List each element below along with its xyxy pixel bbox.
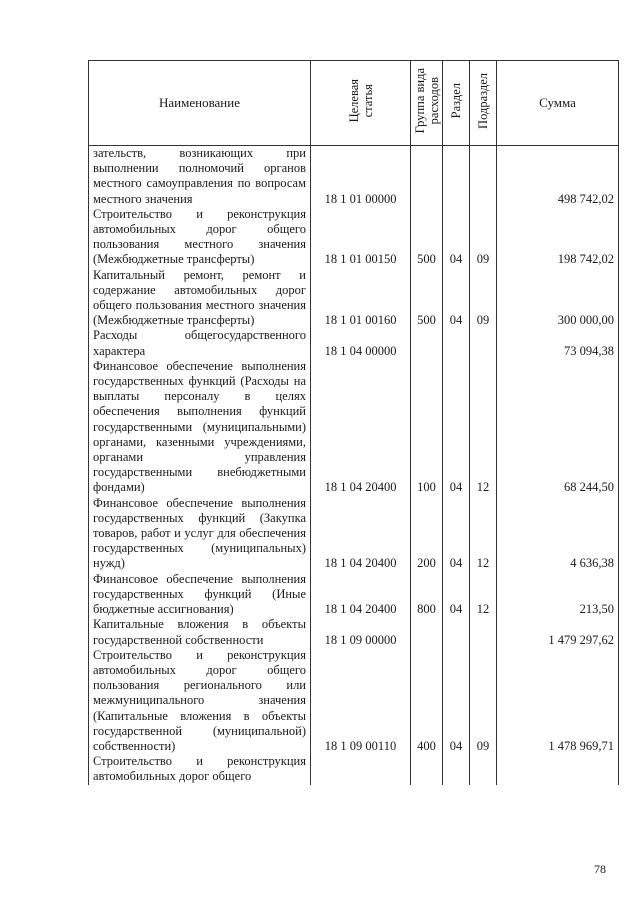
table-row <box>89 648 619 754</box>
row-section <box>443 617 470 647</box>
table-row <box>89 496 619 572</box>
row-section <box>443 328 470 358</box>
table-row <box>89 359 619 496</box>
row-subsection <box>470 754 497 784</box>
row-target: 18 1 01 00160 <box>311 268 411 329</box>
row-target: 18 1 01 00150 <box>311 207 411 268</box>
header-sum: Сумма <box>497 61 619 146</box>
header-subsection: Подраздел <box>476 72 490 129</box>
row-name: Финансовое обеспечение выполнения государственных функций (Иные бюджетные ассигнования) <box>89 572 311 618</box>
table-row <box>89 146 619 207</box>
row-name: Финансовое обеспечение выполнения государственных функций (Расходы на выплаты персоналу в целях обеспечения выполнения функций государственными (муниципальными) органами, казенными учреждениями, органами управления государственными внебюджетными фондами) <box>89 359 311 496</box>
row-subsection <box>470 146 497 207</box>
header-section: Раздел <box>449 83 463 119</box>
table-row <box>89 328 619 358</box>
row-section: 04 <box>443 268 470 329</box>
row-section: 04 <box>443 648 470 754</box>
row-subsection: 09 <box>470 648 497 754</box>
header-section-cell <box>443 61 470 146</box>
row-section <box>443 146 470 207</box>
row-sum: 213,50 <box>497 572 619 618</box>
row-name: Финансовое обеспечение выполнения государственных функций (Закупка товаров, работ и услуг для обеспечения государственных (муниципальных) нужд) <box>89 496 311 572</box>
header-group-cell <box>411 61 443 146</box>
row-target: 18 1 09 00110 <box>311 648 411 754</box>
table-header-row <box>89 61 619 146</box>
row-sum: 4 636,38 <box>497 496 619 572</box>
header-group: Группа вида расходов <box>412 68 441 134</box>
table-row <box>89 207 619 268</box>
row-group <box>411 328 443 358</box>
page-number: 78 <box>594 862 606 876</box>
row-sum <box>497 754 619 784</box>
row-group <box>411 617 443 647</box>
row-name: зательств, возникающих при выполнении полномочий органов местного самоуправления по вопросам местного значения <box>89 146 311 207</box>
row-target: 18 1 04 20400 <box>311 496 411 572</box>
row-name: Капитальный ремонт, ремонт и содержание автомобильных дорог общего пользования местного значения (Межбюджетные трансферты) <box>89 268 311 329</box>
row-group: 800 <box>411 572 443 618</box>
row-subsection: 12 <box>470 572 497 618</box>
table-body <box>89 146 619 785</box>
row-group <box>411 146 443 207</box>
row-section: 04 <box>443 359 470 496</box>
table-row <box>89 268 619 329</box>
row-sum: 300 000,00 <box>497 268 619 329</box>
row-subsection: 12 <box>470 359 497 496</box>
row-target: 18 1 01 00000 <box>311 146 411 207</box>
row-group: 100 <box>411 359 443 496</box>
budget-table-wrap <box>88 60 618 785</box>
row-target <box>311 754 411 784</box>
row-subsection: 12 <box>470 496 497 572</box>
row-sum: 73 094,38 <box>497 328 619 358</box>
row-section: 04 <box>443 496 470 572</box>
row-subsection: 09 <box>470 268 497 329</box>
row-target: 18 1 09 00000 <box>311 617 411 647</box>
row-name: Строительство и реконструкция автомобильных дорог общего пользования местного значения (Межбюджетные трансферты) <box>89 207 311 268</box>
row-name: Строительство и реконструкция автомобильных дорог общего <box>89 754 311 784</box>
table-row <box>89 754 619 784</box>
header-name: Наименование <box>89 61 311 146</box>
row-name: Капитальные вложения в объекты государственной собственности <box>89 617 311 647</box>
table-row <box>89 617 619 647</box>
row-sum: 498 742,02 <box>497 146 619 207</box>
row-sum: 198 742,02 <box>497 207 619 268</box>
row-subsection: 09 <box>470 207 497 268</box>
row-target: 18 1 04 20400 <box>311 359 411 496</box>
row-section <box>443 754 470 784</box>
row-subsection <box>470 617 497 647</box>
row-group: 200 <box>411 496 443 572</box>
row-sum: 1 479 297,62 <box>497 617 619 647</box>
budget-table <box>88 60 619 785</box>
row-name: Расходы общегосударственного характера <box>89 328 311 358</box>
row-sum: 68 244,50 <box>497 359 619 496</box>
table-row <box>89 572 619 618</box>
row-group <box>411 754 443 784</box>
row-subsection <box>470 328 497 358</box>
header-target: Целевая статья <box>346 79 375 123</box>
row-section: 04 <box>443 572 470 618</box>
row-group: 500 <box>411 207 443 268</box>
header-target-cell <box>311 61 411 146</box>
row-group: 500 <box>411 268 443 329</box>
row-target: 18 1 04 00000 <box>311 328 411 358</box>
header-subsection-cell <box>470 61 497 146</box>
row-group: 400 <box>411 648 443 754</box>
row-name: Строительство и реконструкция автомобильных дорог общего пользования регионального или межмуниципального значения (Капитальные вложения в объекты государственной (муниципальной) собственности) <box>89 648 311 754</box>
row-target: 18 1 04 20400 <box>311 572 411 618</box>
row-section: 04 <box>443 207 470 268</box>
row-sum: 1 478 969,71 <box>497 648 619 754</box>
